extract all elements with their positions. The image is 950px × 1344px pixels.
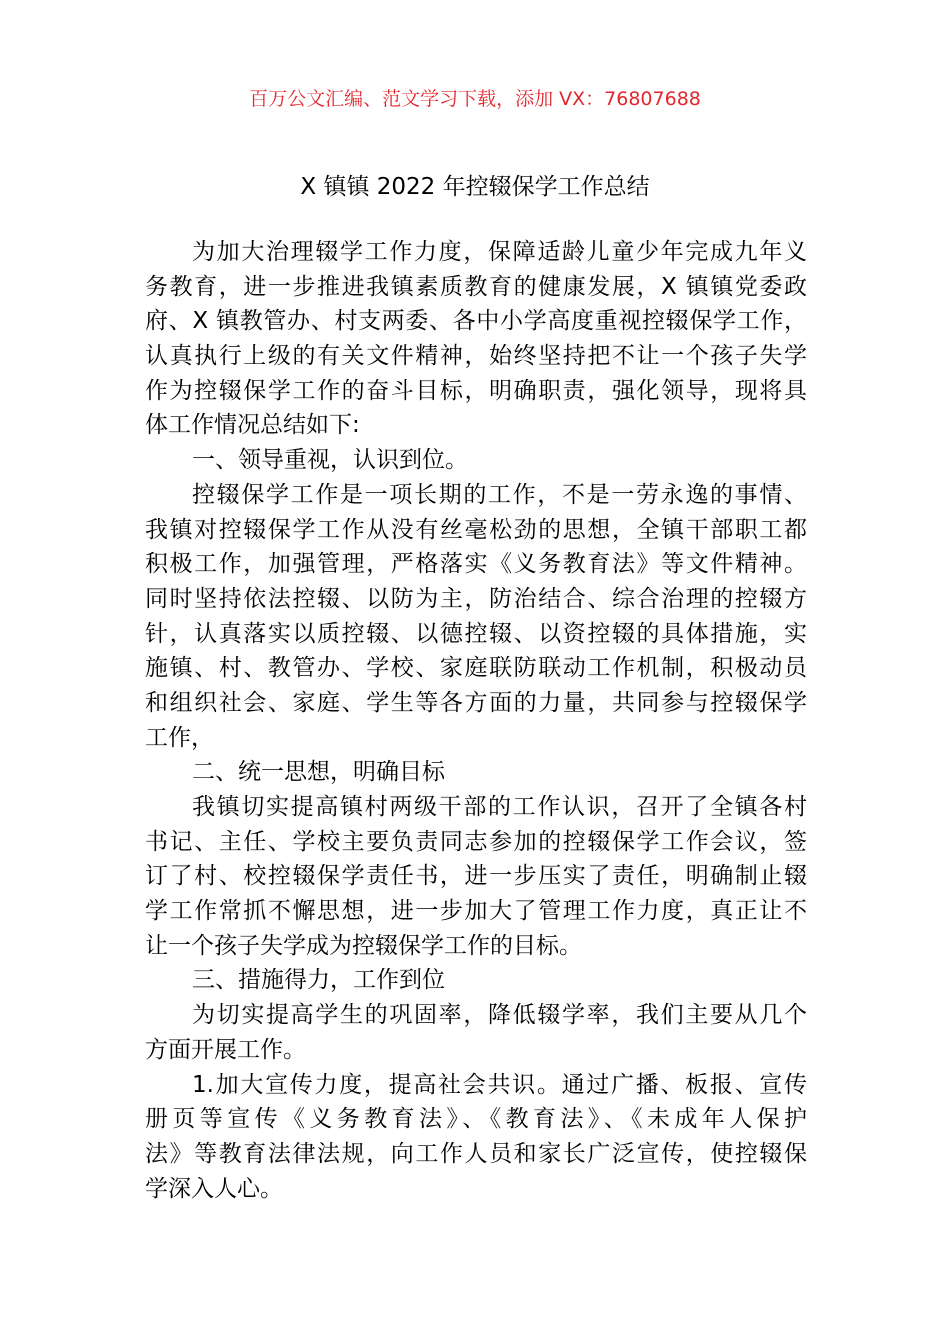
paragraph — [145, 235, 807, 443]
paragraph — [145, 478, 807, 756]
section-heading — [145, 755, 807, 790]
text-line: 学深入人心。 — [145, 1175, 283, 1202]
text-line: 针，认真落实以质控辍、以德控辍、以资控辍的具体措施，实 — [145, 620, 807, 647]
text-line: 为切实提高学生的巩固率，降低辍学率，我们主要从几个 — [192, 1002, 807, 1029]
text-line: 和组织社会、家庭、学生等各方面的力量，共同参与控辍保学 — [145, 689, 807, 716]
paragraph — [145, 998, 807, 1067]
text-line: 三、措施得力，工作到位 — [192, 967, 445, 994]
text-line: 为加大治理辍学工作力度，保障适龄儿童少年完成九年义 — [192, 239, 807, 265]
text-line: 积极工作，加强管理，严格落实《义务教育法》等文件精神。 — [145, 551, 807, 578]
text-line: 控辍保学工作是一项长期的工作，不是一劳永逸的事情、 — [192, 481, 807, 508]
text-line: 工作， — [145, 724, 214, 751]
section-heading — [145, 963, 807, 998]
section-heading — [145, 443, 807, 478]
text-line: 二、统一思想，明确目标 — [192, 759, 445, 786]
text-line: 让一个孩子失学成为控辍保学工作的目标。 — [145, 932, 582, 959]
text-line: 一、领导重视，认识到位。 — [192, 447, 468, 474]
text-line: 施镇、村、教管办、学校、家庭联防联动工作机制，积极动员 — [145, 655, 807, 682]
text-line: 我镇对控辍保学工作从没有丝毫松劲的思想，全镇干部职工都 — [145, 516, 807, 543]
document-title: X 镇镇 2022 年控辍保学工作总结 — [300, 174, 650, 200]
text-line: 务教育，进一步推进我镇素质教育的健康发展，X 镇镇党委政 — [145, 273, 807, 300]
paragraph — [145, 790, 807, 963]
text-line: 作为控辍保学工作的奋斗目标，明确职责，强化领导，现将具 — [145, 377, 807, 404]
text-line: 认真执行上级的有关文件精神，始终坚持把不让一个孩子失学 — [145, 343, 807, 370]
watermark-banner: 百万公文汇编、范文学习下载，添加 VX：76807688 — [249, 88, 701, 110]
paragraph — [145, 1068, 807, 1207]
text-line: 书记、主任、学校主要负责同志参加的控辍保学工作会议，签 — [145, 828, 807, 855]
document-body — [145, 235, 807, 1206]
text-line: 学工作常抓不懈思想，进一步加大了管理工作力度，真正让不 — [145, 898, 807, 925]
text-line: 同时坚持依法控辍、以防为主，防治结合、综合治理的控辍方 — [145, 585, 807, 612]
text-line: 我镇切实提高镇村两级干部的工作认识，召开了全镇各村 — [192, 794, 807, 820]
text-line: 府、X 镇教管办、村支两委、各中小学高度重视控辍保学工作， — [145, 308, 807, 335]
text-line: 体工作情况总结如下: — [145, 412, 360, 439]
text-line: 1.加大宣传力度，提高社会共识。通过广播、板报、宣传 — [192, 1071, 807, 1098]
text-line: 法》等教育法律法规，向工作人员和家长广泛宣传，使控辍保 — [145, 1140, 807, 1167]
text-line: 册页等宣传《义务教育法》、《教育法》、《未成年人保护 — [145, 1106, 807, 1133]
text-line: 方面开展工作。 — [145, 1036, 306, 1063]
text-line: 订了村、校控辍保学责任书，进一步压实了责任，明确制止辍 — [145, 863, 807, 890]
